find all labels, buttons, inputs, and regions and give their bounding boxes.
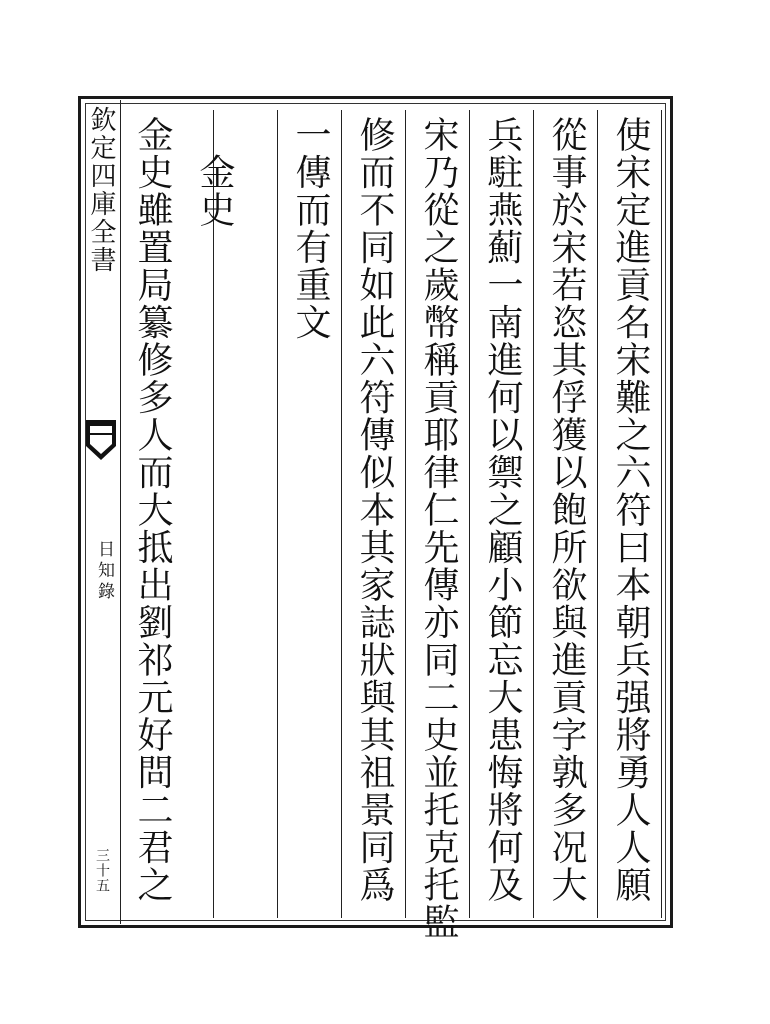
text-column-1 [598, 110, 662, 918]
column-text: 宋乃從之歲幣稱貢耶律仁先傳亦同二史並托克托監 [418, 116, 459, 941]
column-text: 一傳而有重文 [290, 116, 331, 341]
column-text: 金史雖置局纂修多人而大抵出劉祁元好問二君之 [132, 116, 173, 904]
text-column-7 [214, 110, 278, 918]
book-title: 日知錄 [94, 540, 114, 603]
text-column-4 [406, 110, 470, 941]
text-column-6 [278, 110, 342, 918]
section-heading: 金史 [194, 116, 235, 229]
text-column-2 [534, 110, 598, 918]
column-text: 兵駐燕薊一南進何以禦之顧小節忘大患悔將何及 [482, 116, 523, 904]
text-column-5 [342, 110, 406, 918]
page-number: 三十五 [94, 848, 110, 893]
column-text: 使宋定進貢名宋難之六符曰本朝兵强將勇人人願 [610, 116, 651, 904]
text-column-8 [120, 110, 184, 918]
series-title: 欽定四庫全書 [86, 106, 116, 274]
section-heading-column [182, 110, 235, 918]
text-column-3 [470, 110, 534, 918]
column-text: 從事於宋若恣其俘獲以飽所欲與進貢字孰多况大 [546, 116, 587, 904]
page-margin [82, 100, 121, 924]
column-text: 修而不同如此六符傳似本其家誌狀與其祖景同爲 [354, 116, 395, 904]
fishtail-mark-icon [84, 416, 118, 464]
